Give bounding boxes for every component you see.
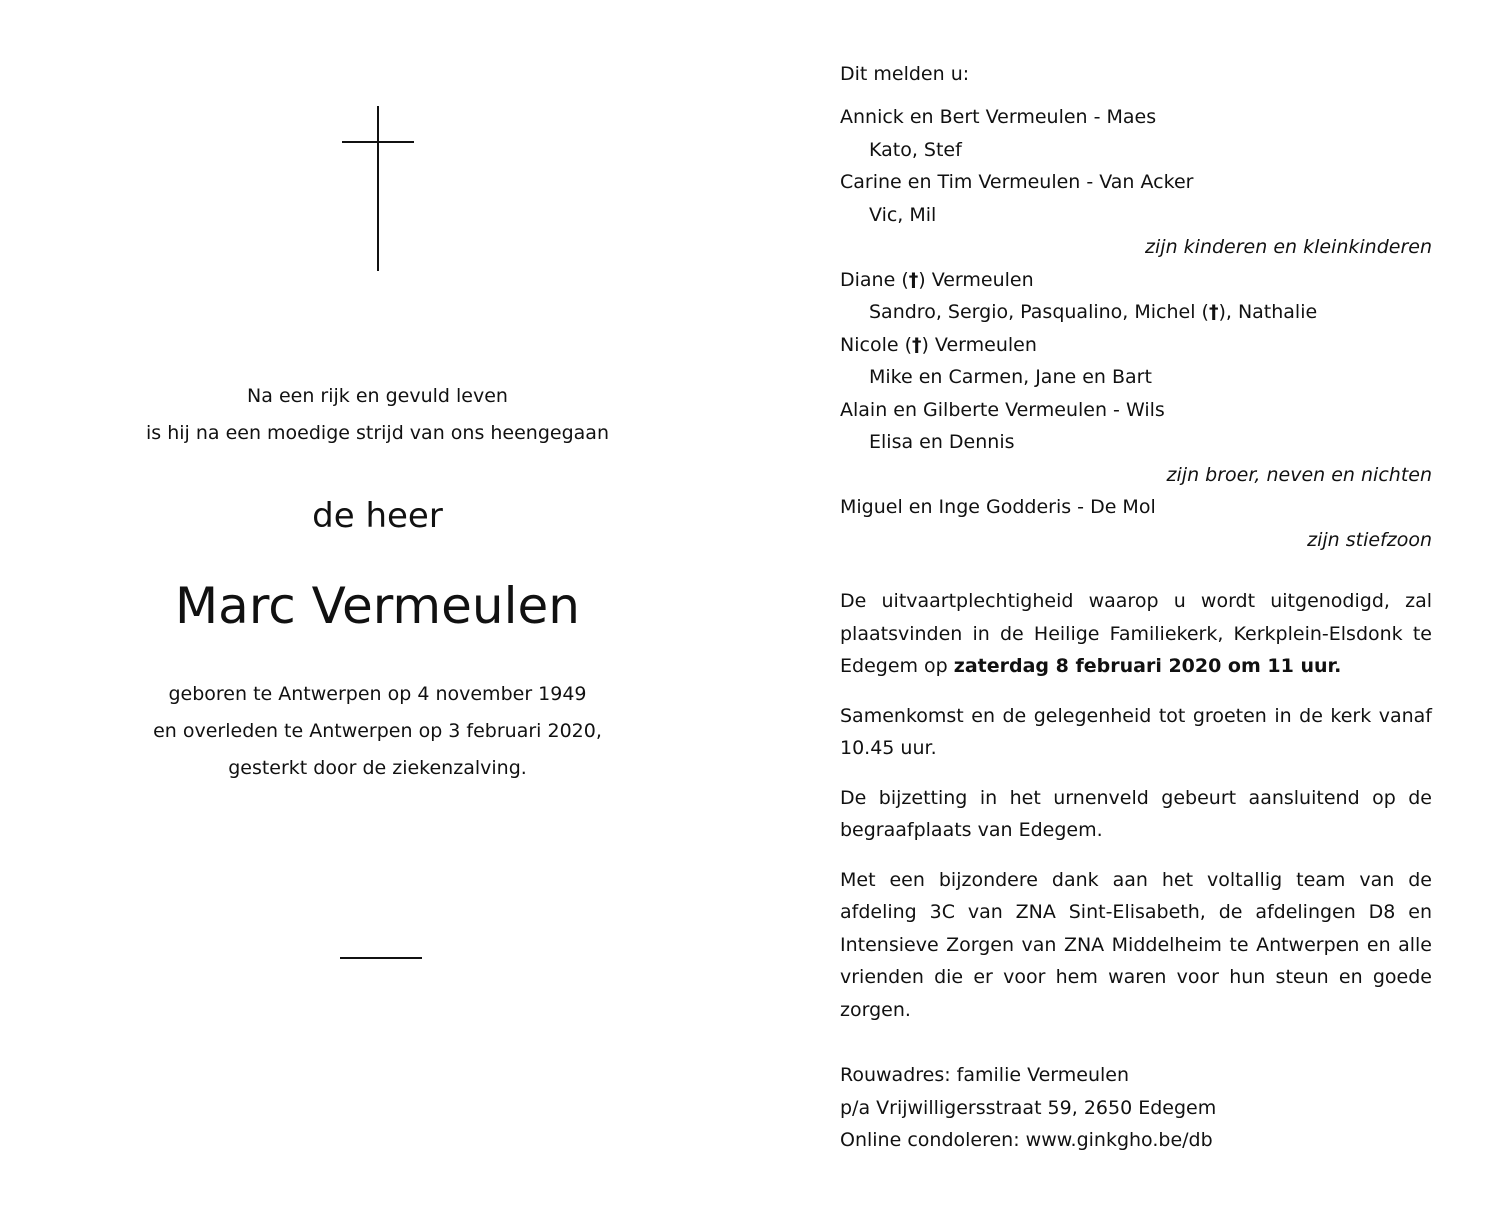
family-line: Miguel en Inge Godderis - De Mol: [840, 496, 1156, 518]
family-line: Annick en Bert Vermeulen - Maes: [840, 106, 1157, 128]
cross-vertical-bar: [377, 106, 379, 271]
deceased-cross-icon: †: [911, 333, 922, 356]
text-part: Diane (: [840, 268, 909, 291]
deceased-cross-icon: †: [908, 268, 919, 291]
text-part: Nicole (: [840, 333, 912, 356]
text-part: ), Nathalie: [1218, 301, 1318, 323]
honorific: de heer: [312, 496, 443, 536]
announcement-heading: Dit melden u:: [840, 63, 970, 85]
relation-label: zijn kinderen en kleinkinderen: [1145, 236, 1432, 258]
family-line: [840, 296, 1432, 329]
dates-line: geboren te Antwerpen op 4 november 1949: [168, 683, 587, 705]
family-line: Mike en Carmen, Jane en Bart: [869, 366, 1152, 388]
funeral-date: zaterdag 8 februari 2020 om 11 uur.: [953, 655, 1342, 677]
address-line: p/a Vrijwilligersstraat 59, 2650 Edegem: [840, 1096, 1217, 1119]
mourning-address: [840, 1059, 1216, 1157]
text-part: ) Vermeulen: [918, 268, 1034, 291]
family-line: Carine en Tim Vermeulen - Van Acker: [840, 171, 1194, 193]
dates-line: gesterkt door de ziekenzalving.: [228, 757, 527, 779]
relation-label: zijn broer, neven en nichten: [1166, 463, 1432, 486]
deceased-name: Marc Vermeulen: [175, 577, 580, 635]
thanks-paragraph: Met een bijzondere dank aan het voltallig team van de afdeling 3C van ZNA Sint-Elisabeth, de afdelingen D8 en Intensieve Zorgen van ZNA Middelheim te Antwerpen en alle vrienden die er voor hem waren voor hun steun en goede zorgen.: [840, 868, 1432, 1021]
family-line: Kato, Stef: [869, 138, 962, 161]
ceremony-info: [840, 585, 1432, 1043]
address-line: Rouwadres: familie Vermeulen: [840, 1064, 1130, 1086]
intro-text: [0, 378, 755, 452]
family-line: [840, 264, 1432, 297]
family-list: [840, 101, 1432, 556]
online-condolence-line: Online condoleren: www.ginkgho.be/db: [840, 1129, 1213, 1151]
dates-line: en overleden te Antwerpen op 3 februari 2020,: [153, 720, 602, 742]
text-part: Sandro, Sergio, Pasqualino, Michel (: [869, 301, 1209, 323]
divider-line: [340, 957, 422, 959]
cross-horizontal-bar: [342, 141, 414, 143]
deceased-cross-icon: †: [1208, 301, 1219, 323]
intro-line: is hij na een moedige strijd van ons heengegaan: [146, 422, 609, 444]
relation-label: zijn stiefzoon: [1307, 528, 1432, 551]
funeral-paragraph: [840, 585, 1432, 683]
intro-line: Na een rijk en gevuld leven: [247, 385, 508, 407]
family-line: [840, 329, 1432, 362]
family-line: Elisa en Dennis: [869, 431, 1015, 453]
gathering-paragraph: Samenkomst en de gelegenheid tot groeten in de kerk vanaf 10.45 uur.: [840, 704, 1432, 759]
family-line: Alain en Gilberte Vermeulen - Wils: [840, 398, 1165, 421]
cross-icon: [342, 106, 414, 271]
text-part: De uitvaartplechtigheid waarop u wordt uitgenodigd, zal plaatsvinden in de Heilige Familiekerk, Kerkplein-Elsdonk te Edegem op: [840, 590, 1432, 677]
life-dates: [0, 676, 755, 787]
text-part: ) Vermeulen: [921, 333, 1037, 356]
family-line: Vic, Mil: [869, 203, 937, 226]
interment-paragraph: De bijzetting in het urnenveld gebeurt aansluitend op de begraafplaats van Edegem.: [840, 786, 1432, 841]
